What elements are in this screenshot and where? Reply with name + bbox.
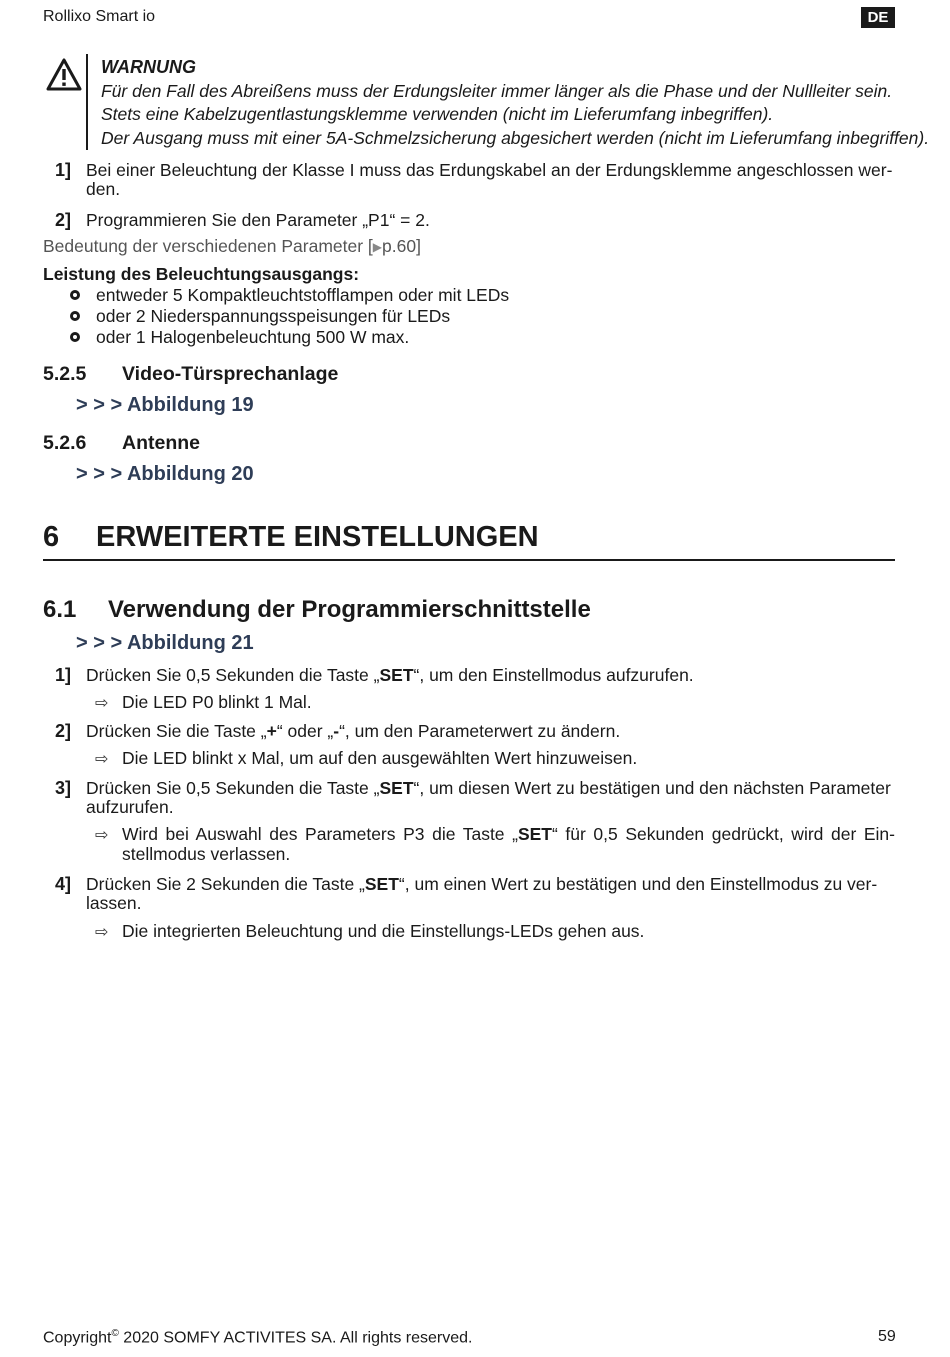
reference-text: Bedeutung der verschiedenen Parameter [ bbox=[43, 236, 373, 256]
copyright-text: 2020 SOMFY ACTIVITES SA. All rights reserved. bbox=[118, 1329, 473, 1347]
power-item: oder 1 Halogenbeleuchtung 500 W max. bbox=[96, 327, 410, 347]
step-text bbox=[86, 666, 895, 685]
bullet-icon bbox=[70, 311, 80, 321]
step-number: 4] bbox=[55, 874, 72, 894]
section-number: 5.2.5 bbox=[43, 363, 87, 385]
key-label: SET bbox=[517, 824, 552, 844]
step-number: 2] bbox=[55, 721, 72, 741]
result-text-part: Wird bei Auswahl des Parameters P3 die Taste „ bbox=[122, 824, 518, 844]
section-number: 5.2.6 bbox=[43, 432, 87, 454]
step-text bbox=[86, 875, 895, 913]
subchapter-number: 6.1 bbox=[43, 596, 77, 623]
power-item: entweder 5 Kompaktleuchtstofflampen oder mit LEDs bbox=[96, 285, 510, 305]
figure-link[interactable]: > > > Abbildung 21 bbox=[76, 632, 254, 654]
copyright-label: Copyright bbox=[43, 1329, 112, 1347]
document-title: Rollixo Smart io bbox=[43, 8, 156, 25]
step-number: 3] bbox=[55, 778, 72, 798]
result-arrow-icon: ⇨ bbox=[95, 751, 109, 768]
chapter-heading bbox=[43, 521, 895, 561]
power-item: oder 2 Niederspannungsspeisungen für LEDs bbox=[96, 306, 451, 326]
bullet-icon bbox=[70, 332, 80, 342]
step-text bbox=[86, 722, 895, 741]
figure-link[interactable]: > > > Abbildung 20 bbox=[76, 463, 254, 485]
step-text bbox=[86, 779, 895, 817]
step-result: Die LED P0 blinkt 1 Mal. bbox=[122, 692, 312, 712]
chapter-number: 6 bbox=[43, 521, 60, 553]
step-result bbox=[122, 824, 895, 864]
chapter-title: ERWEITERTE EINSTELLUNGEN bbox=[96, 521, 539, 553]
figure-link[interactable]: > > > Abbildung 19 bbox=[76, 394, 254, 416]
warning-line: Stets eine Kabelzugentlastungsklemme verwenden (nicht im Lieferumfang inbegriffen). bbox=[101, 104, 774, 124]
reference-page-link[interactable]: p.60] bbox=[382, 236, 421, 256]
key-label: SET bbox=[379, 778, 414, 798]
step-result: Die LED blinkt x Mal, um auf den ausgewählten Wert hinzuweisen. bbox=[122, 748, 638, 768]
copyright-symbol: © bbox=[111, 1328, 119, 1339]
key-label: SET bbox=[379, 665, 414, 685]
warning-line: Für den Fall des Abreißens muss der Erdungsleiter immer länger als die Phase und der Nullleiter sein. bbox=[101, 80, 893, 101]
key-label: SET bbox=[364, 874, 399, 894]
parameter-reference bbox=[43, 236, 421, 257]
warning-title: WARNUNG bbox=[101, 57, 196, 77]
result-arrow-icon: ⇨ bbox=[95, 695, 109, 712]
step-text-part: “, um einen Wert zu bestätigen und den Einstellmodus zu ver-lassen. bbox=[86, 874, 878, 913]
warning-divider bbox=[86, 54, 88, 150]
result-text-part: “ für 0,5 Sekunden gedrückt, wird der Ein-stellmodus verlassen. bbox=[122, 824, 895, 864]
result-arrow-icon: ⇨ bbox=[95, 924, 109, 941]
step-text-part: Drücken Sie 0,5 Sekunden die Taste „ bbox=[86, 665, 380, 685]
key-label: + bbox=[266, 721, 277, 741]
step-result: Die integrierten Beleuchtung und die Einstellungs-LEDs gehen aus. bbox=[122, 921, 645, 941]
step-number: 2] bbox=[55, 210, 72, 230]
result-arrow-icon: ⇨ bbox=[95, 827, 109, 844]
step-text-part: “, um diesen Wert zu bestätigen und den nächsten Parameter aufzurufen. bbox=[86, 778, 891, 817]
warning-block bbox=[101, 56, 929, 150]
step-text: Programmieren Sie den Parameter „P1“ = 2. bbox=[86, 210, 430, 230]
warning-triangle-icon bbox=[46, 58, 82, 92]
step-number: 1] bbox=[55, 160, 72, 180]
page-pointer-icon: ▶ bbox=[372, 240, 383, 254]
step-text-part: Drücken Sie 0,5 Sekunden die Taste „ bbox=[86, 778, 380, 798]
page-number: 59 bbox=[878, 1328, 896, 1345]
power-label: Leistung des Beleuchtungsausgangs: bbox=[43, 264, 360, 284]
key-label: - bbox=[333, 721, 340, 741]
section-title: Video-Türsprechanlage bbox=[122, 363, 339, 385]
step-text bbox=[86, 161, 895, 199]
step-text-part: Drücken Sie 2 Sekunden die Taste „ bbox=[86, 874, 365, 894]
warning-line: Der Ausgang muss mit einer 5A-Schmelzsicherung abgesichert werden (nicht im Lieferumfang inbegriffen). bbox=[101, 127, 930, 148]
step-number: 1] bbox=[55, 665, 72, 685]
section-title: Antenne bbox=[122, 432, 200, 454]
subchapter-title: Verwendung der Programmierschnittstelle bbox=[108, 596, 591, 623]
step-text-part: “ oder „ bbox=[276, 721, 334, 741]
step-text-part: “, um den Parameterwert zu ändern. bbox=[339, 721, 621, 741]
step-text-content: Bei einer Beleuchtung der Klasse I muss das Erdungskabel an der Erdungsklemme angeschlossen wer- den. bbox=[86, 160, 893, 199]
step-text-part: “, um den Einstellmodus aufzurufen. bbox=[413, 665, 694, 685]
language-badge: DE bbox=[861, 7, 895, 28]
step-text-part: Drücken Sie die Taste „ bbox=[86, 721, 267, 741]
bullet-icon bbox=[70, 290, 80, 300]
footer-copyright bbox=[43, 1328, 472, 1347]
